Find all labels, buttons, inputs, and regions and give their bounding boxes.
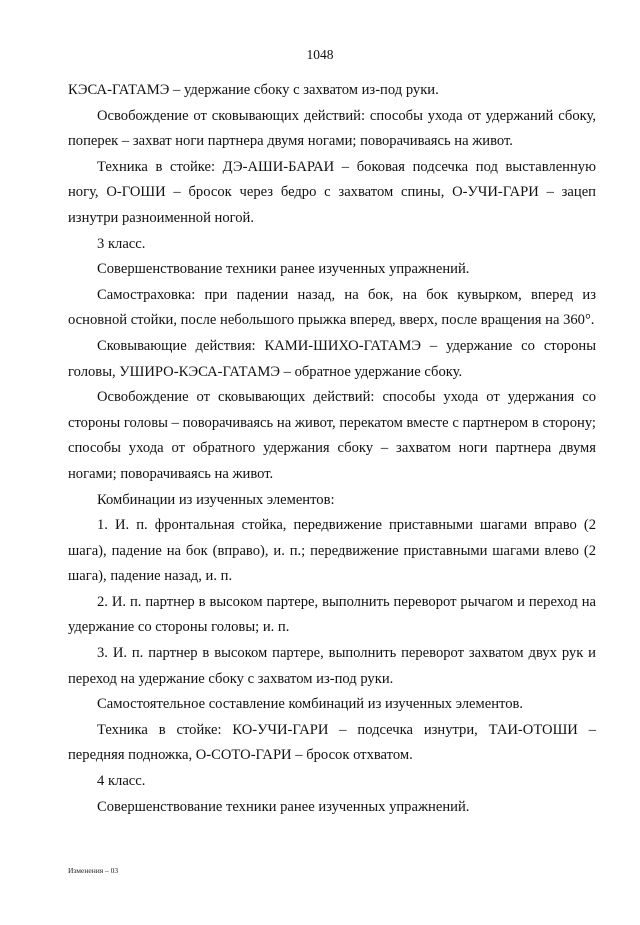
paragraph: Самостоятельное составление комбинаций из изученных элементов. <box>97 696 524 713</box>
class-heading: 4 класс. <box>97 773 146 790</box>
footer-note: Изменения – 03 <box>68 866 119 875</box>
paragraph: Техника в стойке: КО-УЧИ-ГАРИ – подсечка изнутри, ТАИ-ОТОШИ – передняя подножка, О-СОТО-ГАРИ – бросок отхватом. <box>68 721 596 764</box>
paragraph: Комбинации из изученных элементов: <box>97 491 335 508</box>
class-heading: 3 класс. <box>97 235 146 252</box>
paragraph: Самостраховка: при падении назад, на бок, на бок кувырком, вперед из основной стойки, после небольшого прыжка вперед, вверх, после вращения на 360°. <box>68 286 596 329</box>
list-item: 2. И. п. партнер в высоком партере, выполнить переворот рычагом и переход на удержание со стороны головы; и. п. <box>68 593 596 636</box>
paragraph: Освобождение от сковывающих действий: способы ухода от удержания со стороны головы – поворачиваясь на живот, перекатом вместе с партнером в сторону; способы ухода от обратного удержания сбоку – захватом ноги партнера двумя ногами; поворачиваясь на живот. <box>68 389 596 482</box>
paragraph: Совершенствование техники ранее изученных упражнений. <box>97 798 470 815</box>
paragraph: Совершенствование техники ранее изученных упражнений. <box>97 261 470 278</box>
list-item: 1. И. п. фронтальная стойка, передвижение приставными шагами вправо (2 шага), падение на бок (вправо), и. п.; передвижение приставными шагами влево (2 шага), падение назад, и. п. <box>68 517 596 585</box>
paragraph: Техника в стойке: ДЭ-АШИ-БАРАИ – боковая подсечка под выставленную ногу, О-ГОШИ – бросок через бедро с захватом спины, О-УЧИ-ГАРИ – зацеп изнутри разноименной ногой. <box>68 158 596 226</box>
paragraph: Освобождение от сковывающих действий: способы ухода от удержаний сбоку, поперек – захват ноги партнера двумя ногами; поворачиваясь на живот. <box>68 107 596 150</box>
list-item: 3. И. п. партнер в высоком партере, выполнить переворот захватом двух рук и переход на удержание сбоку с захватом из-под руки. <box>68 645 596 687</box>
paragraph: КЭСА-ГАТАМЭ – удержание сбоку с захватом из-под руки. <box>68 82 439 98</box>
paragraph: Сковывающие действия: КАМИ-ШИХО-ГАТАМЭ – удержание со стороны головы, УШИРО-КЭСА-ГАТАМЭ – обратное удержание сбоку. <box>68 337 596 380</box>
page-number: 1048 <box>306 47 334 62</box>
body-text <box>68 78 596 820</box>
